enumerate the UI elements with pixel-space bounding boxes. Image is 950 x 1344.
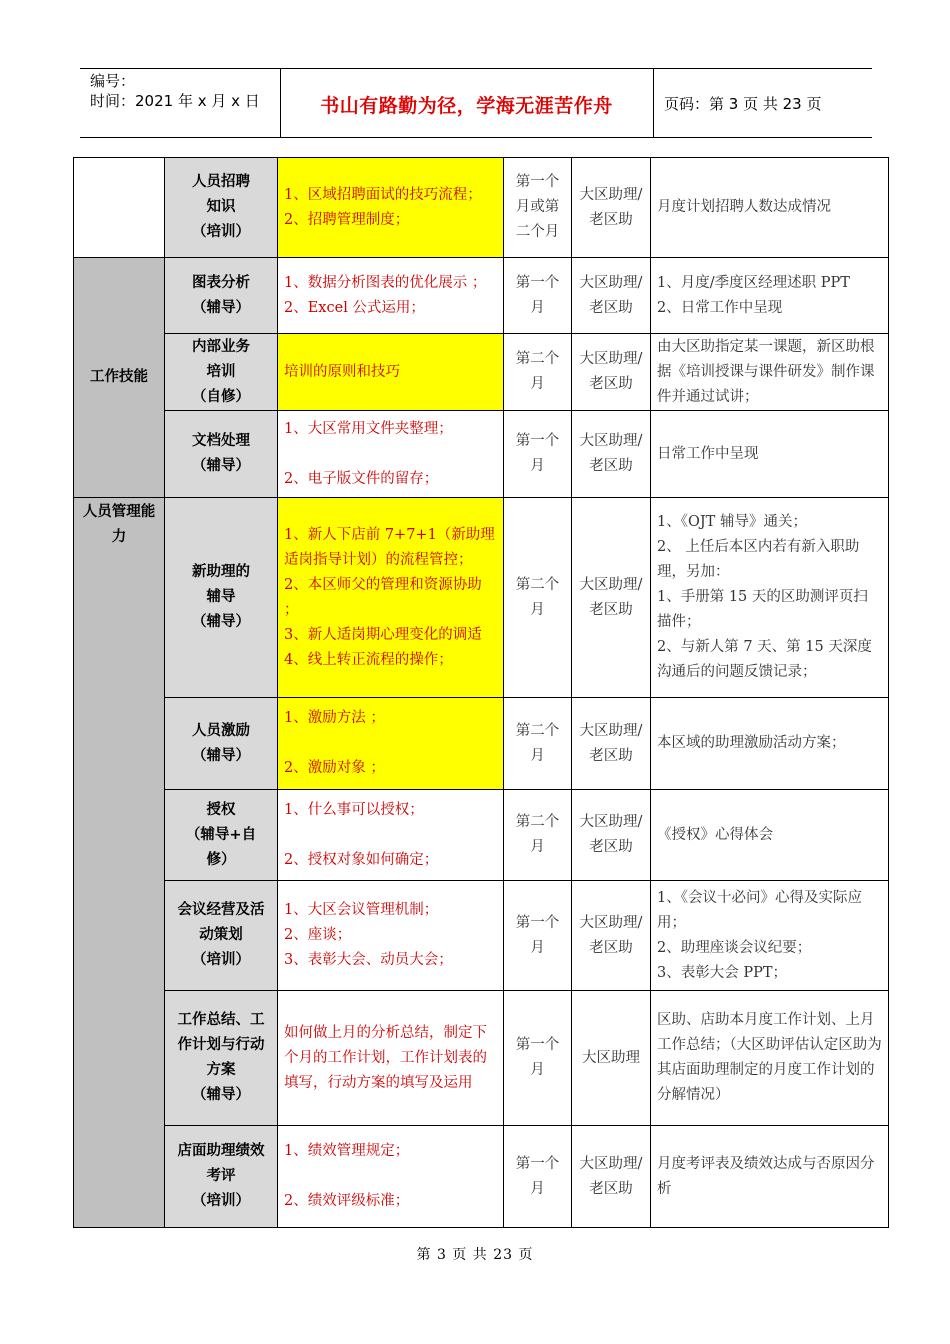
responsible-cell: 大区助理/老区助	[572, 258, 651, 334]
table-row	[74, 991, 889, 1126]
text-line: 3、表彰大会 PPT；	[657, 964, 788, 981]
item-cell	[165, 881, 278, 991]
text-line: （培训）	[192, 224, 250, 240]
text-line: 2、日常工作中呈现	[657, 299, 783, 316]
text-line: 新助理的	[192, 564, 250, 580]
result-cell	[651, 881, 889, 991]
item-cell	[165, 334, 278, 411]
header-number-label: 编号：	[90, 72, 136, 90]
time-cell: 第二个月	[504, 498, 572, 698]
blank-line	[284, 823, 497, 848]
content-cell	[278, 334, 504, 411]
time-cell: 第一个月	[504, 1126, 572, 1228]
text-line: 方案	[206, 1062, 236, 1078]
content-cell	[278, 1126, 504, 1228]
text-line: 2、座谈；	[284, 927, 352, 943]
text-line: 2、电子版文件的留存；	[284, 470, 439, 487]
responsible-cell: 大区助理/老区助	[572, 698, 651, 790]
text-line: （辅导）	[192, 299, 250, 316]
time-cell: 第一个月	[504, 991, 572, 1126]
text-line: 授权	[206, 801, 236, 818]
text-line: 考评	[206, 1168, 236, 1184]
table-row	[74, 498, 889, 698]
header-page-info: 页码：第 3 页 共 23 页	[664, 95, 822, 113]
text-line: （辅导）	[192, 614, 250, 630]
text-line: 修）	[206, 851, 236, 868]
result-cell	[651, 258, 889, 334]
content-cell	[278, 411, 504, 498]
content-cell	[278, 258, 504, 334]
table-row	[74, 334, 889, 411]
result-cell: 月度考评表及绩效达成与否原因分析	[651, 1126, 889, 1228]
content-cell	[278, 498, 504, 698]
text-line: 1、大区常用文件夹整理；	[284, 420, 453, 437]
text-line: 文档处理	[192, 433, 250, 449]
text-line: 工作总结、工	[177, 1012, 265, 1028]
responsible-cell: 大区助理/老区助	[572, 334, 651, 411]
category-cell-empty	[74, 158, 165, 258]
category-cell-management: 人员管理能力	[74, 498, 165, 1228]
text-line: 2、本区师父的管理和资源协助 ；	[284, 576, 482, 618]
content-cell	[278, 158, 504, 258]
table-row	[74, 258, 889, 334]
text-line: 1、《会议十必问》心得及实际应用；	[657, 889, 862, 931]
item-cell	[165, 790, 278, 881]
text-line: 2、激励对象 ；	[284, 760, 385, 776]
text-line: 2、授权对象如何确定；	[284, 851, 439, 868]
header-meta	[90, 71, 260, 111]
text-line: 如何做上月的分析总结，制定下个月的工作计划，工作计划表的填写，行动方案的填写及运用	[284, 1024, 487, 1091]
header-date-label: 时间：2021 年 x 月 x 日	[90, 92, 260, 110]
text-line: （培训）	[192, 1193, 250, 1209]
time-cell: 第一个月或第二个月	[504, 158, 572, 258]
text-line: 动策划	[199, 927, 243, 943]
text-line: 作计划与行动	[177, 1037, 265, 1053]
text-line: 2、Excel 公式运用；	[284, 299, 425, 316]
text-line: 3、新人适岗期心理变化的调适	[284, 626, 482, 643]
text-line: 人员激励	[192, 722, 250, 739]
time-cell: 第一个月	[504, 411, 572, 498]
text-line: 1、大区会议管理机制；	[284, 902, 439, 918]
responsible-cell: 大区助理/老区助	[572, 1126, 651, 1228]
responsible-cell: 大区助理/老区助	[572, 790, 651, 881]
content-cell	[278, 991, 504, 1126]
category-cell-skills: 工作技能	[74, 258, 165, 498]
text-line: 会议经营及活	[177, 902, 265, 918]
text-line: （辅导）	[192, 747, 250, 764]
text-line: 1、《OJT 辅导》通关；	[657, 514, 807, 530]
responsible-cell: 大区助理/老区助	[572, 498, 651, 698]
header-motto: 书山有路勤为径，学海无涯苦作舟	[320, 95, 613, 117]
result-cell: 《授权》心得体会	[651, 790, 889, 881]
table-row	[74, 790, 889, 881]
result-cell: 日常工作中呈现	[651, 411, 889, 498]
table-row	[74, 411, 889, 498]
time-cell: 第二个月	[504, 698, 572, 790]
text-line: 1、数据分析图表的优化展示 ；	[284, 274, 487, 291]
table-row	[74, 881, 889, 991]
table-row	[74, 158, 889, 258]
text-line: 4、线上转正流程的操作；	[284, 651, 453, 668]
responsible-cell: 大区助理/老区助	[572, 158, 651, 258]
item-cell	[165, 1126, 278, 1228]
blank-line	[284, 442, 497, 467]
blank-line	[284, 731, 497, 756]
text-line: 辅导	[206, 589, 236, 605]
text-line: 知识	[206, 199, 236, 215]
content-cell	[278, 790, 504, 881]
result-cell: 区助、店助本月度工作计划、上月工作总结；（大区助评估认定区助为其店面助理制定的月度工作计划的分解情况）	[651, 991, 889, 1126]
text-line: 培训的原则和技巧	[284, 363, 400, 380]
time-cell: 第一个月	[504, 258, 572, 334]
training-plan-table	[73, 157, 889, 1228]
text-line: 人员招聘	[192, 174, 250, 190]
blank-line	[284, 1164, 497, 1189]
text-line: 2、 上任后本区内若有新入职助理，另加：	[657, 539, 860, 580]
text-line: （辅导）	[192, 458, 250, 474]
text-line: 2、与新人第 7 天、第 15 天深度沟通后的问题反馈记录；	[657, 639, 872, 680]
text-line: 2、绩效评级标准；	[284, 1193, 410, 1209]
result-cell: 由大区助指定某一课题，新区助根据《培训授课与课件研发》制作课件并通过试讲；	[651, 334, 889, 411]
text-line: （辅导）	[192, 1087, 250, 1103]
page-footer: 第 3 页 共 23 页	[416, 1247, 534, 1263]
text-line: 1、区域招聘面试的技巧流程；	[284, 186, 482, 203]
text-line: 1、绩效管理规定；	[284, 1143, 410, 1159]
item-cell	[165, 158, 278, 258]
result-cell: 月度计划招聘人数达成情况	[651, 158, 889, 258]
text-line: 1、手册第 15 天的区助测评页扫描件；	[657, 589, 868, 630]
responsible-cell: 大区助理	[572, 991, 651, 1126]
result-cell: 本区域的助理激励活动方案；	[651, 698, 889, 790]
table-row	[74, 1126, 889, 1228]
content-cell	[278, 881, 504, 991]
text-line: 1、月度/季度区经理述职 PPT	[657, 274, 850, 291]
text-line: 图表分析	[192, 274, 250, 291]
result-cell	[651, 498, 889, 698]
text-line: 2、招聘管理制度；	[284, 211, 410, 228]
page-header	[80, 68, 872, 138]
item-cell	[165, 991, 278, 1126]
text-line: （辅导+自	[185, 826, 257, 843]
item-cell	[165, 258, 278, 334]
table-row	[74, 698, 889, 790]
item-cell	[165, 498, 278, 698]
text-line: 2、助理座谈会议纪要；	[657, 939, 812, 956]
content-cell	[278, 698, 504, 790]
text-line: 内部业务	[192, 338, 250, 355]
item-cell	[165, 698, 278, 790]
text-line: 培训	[206, 363, 236, 380]
time-cell: 第一个月	[504, 881, 572, 991]
text-line: 店面助理绩效	[177, 1143, 265, 1159]
item-cell	[165, 411, 278, 498]
text-line: （培训）	[192, 952, 250, 968]
time-cell: 第二个月	[504, 790, 572, 881]
responsible-cell: 大区助理/老区助	[572, 881, 651, 991]
time-cell: 第二个月	[504, 334, 572, 411]
text-line: 3、表彰大会、动员大会；	[284, 952, 453, 968]
text-line: 1、新人下店前 7+7+1（新助理适岗指导计划）的流程管控；	[284, 526, 495, 568]
text-line: 1、激励方法 ；	[284, 710, 385, 726]
responsible-cell: 大区助理/老区助	[572, 411, 651, 498]
text-line: 1、什么事可以授权；	[284, 801, 424, 818]
header-divider	[653, 69, 654, 137]
text-line: （自修）	[192, 388, 250, 405]
